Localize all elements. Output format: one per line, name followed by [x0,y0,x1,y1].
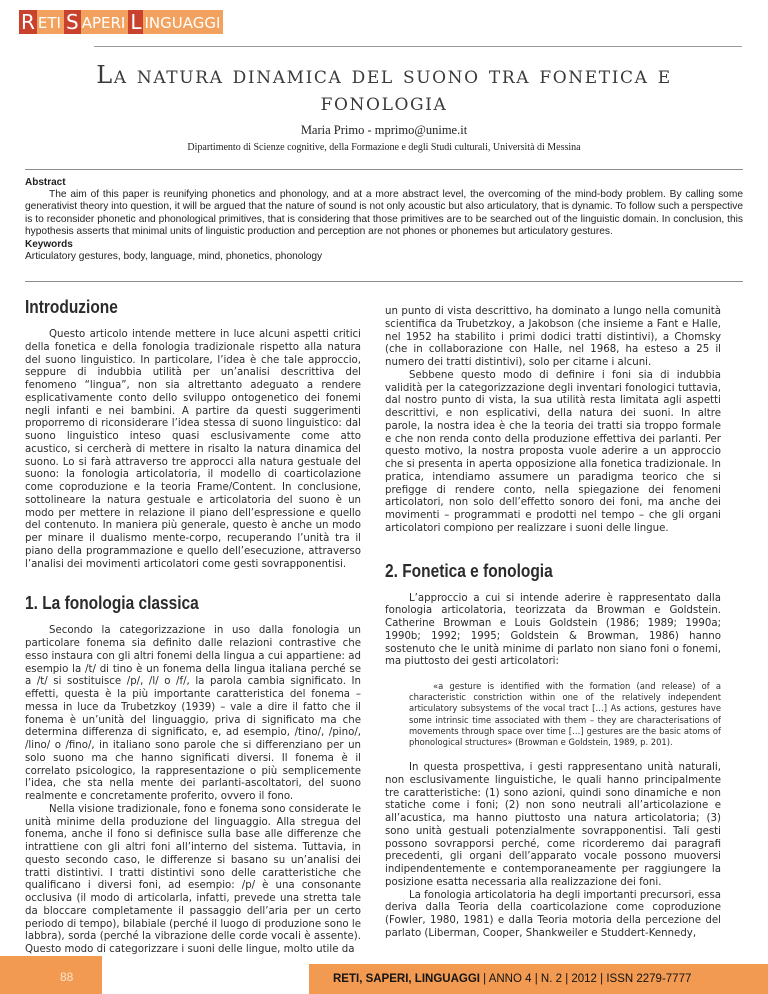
paragraph: L’approccio a cui si intende aderire è rappresentato dalla fonologia articolatoria, teorizzata da Browman e Goldstein. Catherine Browman e Louis Goldstein (1986; 1989; 1990a; 1990b; 1992; 1995; Goldstein & Browman, 1986) hanno sostenuto che le unità minime di parlato non siano foni o fonemi, ma piuttosto dei gesti articolatori: [385,592,721,668]
footer-issue-details: | ANNO 4 | N. 2 | 2012 | ISSN 2279-7777 [479,973,692,985]
abstract-heading: Abstract [25,177,66,188]
left-column [25,296,361,957]
affiliation-line: Dipartimento di Scienze cognitive, della Formazione e degli Studi culturali, Università di Messina [187,142,581,153]
logo-segment-reti [19,10,64,34]
abstract-top-divider [25,169,743,170]
right-column [385,306,721,941]
article-title: La natura dinamica del suono tra fonetica e fonologia [96,61,672,116]
paragraph: La fonologia articolatoria ha degli importanti precursori, essa deriva dalla Teoria della coarticolazione come coproduzione (Fowler, 1980, 1981) e dalla Teoria motoria della percezione del parlato (Liberman, Cooper, Shankweiler e Studdert-Kennedy, [385,889,721,939]
abstract-section [25,177,743,263]
paragraph: Nella visione tradizionale, fono e fonema sono considerate le unità minime della produzione del linguaggio. Alla stregua del fonema, anche il fono si definisce sulla base alle differenze che intrattiene con gli altri foni all’interno del sistema. Tuttavia, in questo secondo caso, le differenze si basano su un’analisi dei tratti distintivi. I tratti distintivi sono delle caratteristiche che qualificano i diversi foni, ad esempio: /p/ è una consonante occlusiva (il modo di articolarla, infatti, prevede una stretta tale da bloccare completamente il passaggio dell’aria per un certo periodo di tempo), bilabiale (perché il luogo di produzione sono le labbra), sorda (perché la vibrazione delle corde vocali è assente). Questo modo di categorizzare i suoni delle lingue, molto utile da [25,803,361,955]
author-line: Maria Primo - mprimo@unime.it [300,123,468,137]
abstract-bottom-divider [25,281,743,282]
abstract-text: The aim of this paper is reunifying phonetics and phonology, and at a more abstract level, the overcoming of the mind-body problem. By calling some generativist theory into question, it will be argued that the nature of sound is not only acoustic but also articulatory, that is dynamic. To follow such a perspective is to reconsider phonetic and phonological primitives, that is considering that those primitives are to be searched out of the linguistic domain. In conclusion, this hypothesis asserts that minimal units of linguistic production and perception are not phones or phonemes but articulatory gestures. [25,189,743,237]
footer-band [309,964,768,994]
logo-segment-linguaggi [128,10,223,34]
journal-logo [19,10,223,34]
paragraph: Sebbene questo modo di definire i foni sia di indubbia validità per la categorizzazione degli inventari fonologici tuttavia, dal nostro punto di vista, la sua utilità resta limitata agli aspetti descrittivi, e non esplicativi, della natura dei suoni. In altre parole, la nostra idea è che la teoria dei tratti sia troppo formale e che non renda conto della produzione effettiva dei parlanti. Per questo motivo, la nostra proposta vuole aderire a un approccio che si presenta in aperta opposizione alla fonetica tradizionale. In pratica, intendiamo assumere un paradigma teorico che si prefigge di rendere conto, nella spiegazione dei fenomeni articolatori, non solo dell’effetto sonoro dei foni, ma anche dei movimenti – programmati e prodotti nel tempo – che gli organi articolatori compiono per realizzare i suoni delle lingue. [385,369,721,534]
logo-cap: R [21,10,35,34]
section-heading-fonologia-classica: 1. La fonologia classica [25,593,199,614]
logo-segment-saperi [64,10,128,34]
keywords-text: Articulatory gestures, body, language, mind, phonetics, phonology [25,251,323,263]
logo-cap: S [65,10,79,34]
page-number: 88 [0,956,102,994]
section-heading-fonetica-fonologia: 2. Fonetica e fonologia [385,560,553,581]
logo-cap: L [130,10,142,34]
paragraph: un punto di vista descrittivo, ha dominato a lungo nella comunità scientifica da Trubetzkoy, a Jakobson (che insieme a Fant e Halle, nel 1952 ha stabilito i primi dodici tratti distintivi), a Chomsky (che in collaborazione con Halle, nel 1968, ha esteso a 25 il numero dei tratti distintivi), solo per citarne i alcuni. [385,306,721,368]
logo-rest: APERI [81,10,129,34]
logo-rest: INGUAGGI [143,10,223,34]
paragraph: Questo articolo intende mettere in luce alcuni aspetti critici della fonetica e della fonologia tradizionale rispetto alla natura del suono linguistico. In particolare, l’idea è che tale approccio, seppure di indubbia utilità per un’analisi descrittiva del fenomeno “lingua”, non sia altrettanto adeguato a rendere esplicativamente conto dello sviluppo ontogenetico dei fonemi negli infanti e nei bambini. A partire da questi suggerimenti proporremo di riconsiderare l’idea stessa di suono linguistico: dal suono linguistico inteso quasi esclusivamente come atto acustico, si cercherà di mettere in risalto la natura dinamica del suono. Lo si farà attraverso tre approcci alla natura gestuale del suono: la fonologia articolatoria, il modello di coarticolazione come coproduzione e la teoria Frame/Content. In conclusione, sottolineare la natura gestuale e articolatoria del suono è un modo per mettere in relazione il piano dell’espressione e quello del contenuto. In maniera più generale, questo è anche un modo per minare il dualismo mente-corpo, recuperando l’unità tra il piano della programmazione e quello dell’esecuzione, attraverso l’analisi dei movimenti articolatori come gesti sovrapponentisi. [25,329,361,570]
block-quote: «a gesture is identified with the formation (and release) of a characteristic constriction within one of the relatively independent articulatory subsystems of the vocal tract […] As actions, gestures have some intrinsic time associated with them – they are characterisations of movements through space over time […] gestures are the basic atoms of phonological structures» (Browman e Goldstein, 1989, p. 201). [409,681,721,748]
keywords-heading: Keywords [25,239,73,251]
section-heading-introduzione: Introduzione [25,297,118,317]
paragraph: In questa prospettiva, i gesti rappresentano unità naturali, non esclusivamente linguistiche, le quali hanno principalmente tre caratteristiche: (1) sono azioni, quindi sono dinamiche e non statiche come i foni; (2) non sono neutrali all’articolazione e all’acustica, ma hanno piuttosto una natura articolatoria; (3) sono unità gestuali potenzialmente sovrapponentisi. Tali gesti possono sovrapporsi perché, come ricorderemo dai paragrafi precedenti, gli organi dell’apparato vocale possono muoversi indipendentemente e contemporaneamente per raggiungere la posizione esatta necessaria alla realizzazione dei foni. [385,762,721,888]
header-divider [94,46,742,47]
logo-rest: ETI [37,10,64,34]
paragraph: Secondo la categorizzazione in uso dalla fonologia un particolare fonema sia definito dalle relazioni contrastive che esso instaura con gli altri fonemi della lingua a cui appartiene: ad esempio la /t/ di tino è un fonema della lingua italiana perché se a /t/ si sostituisce /p/, /l/ o /f/, la parola cambia significato. In effetti, questa è la più importante caratteristica del fonema – messa in luce da Trubetzkoy (1939) – vale a dire il fatto che il fonema è un’unità del linguaggio, priva di significato ma che determina differenza di significato, e, ad esempio, /tino/, /pino/, /lino/ o /fino/, in italiano sono parole che si differenziano per un solo suono ma che hanno significati diversi. Il fonema è il correlato psicologico, la rappresentazione o più semplicemente l’idea, che sta nella mente dei parlanti-ascoltatori, del suono realmente e concretamente proferito, ovvero il fono. [25,625,361,802]
footer-journal-name: RETI, SAPERI, LINGUAGGI [333,973,480,985]
